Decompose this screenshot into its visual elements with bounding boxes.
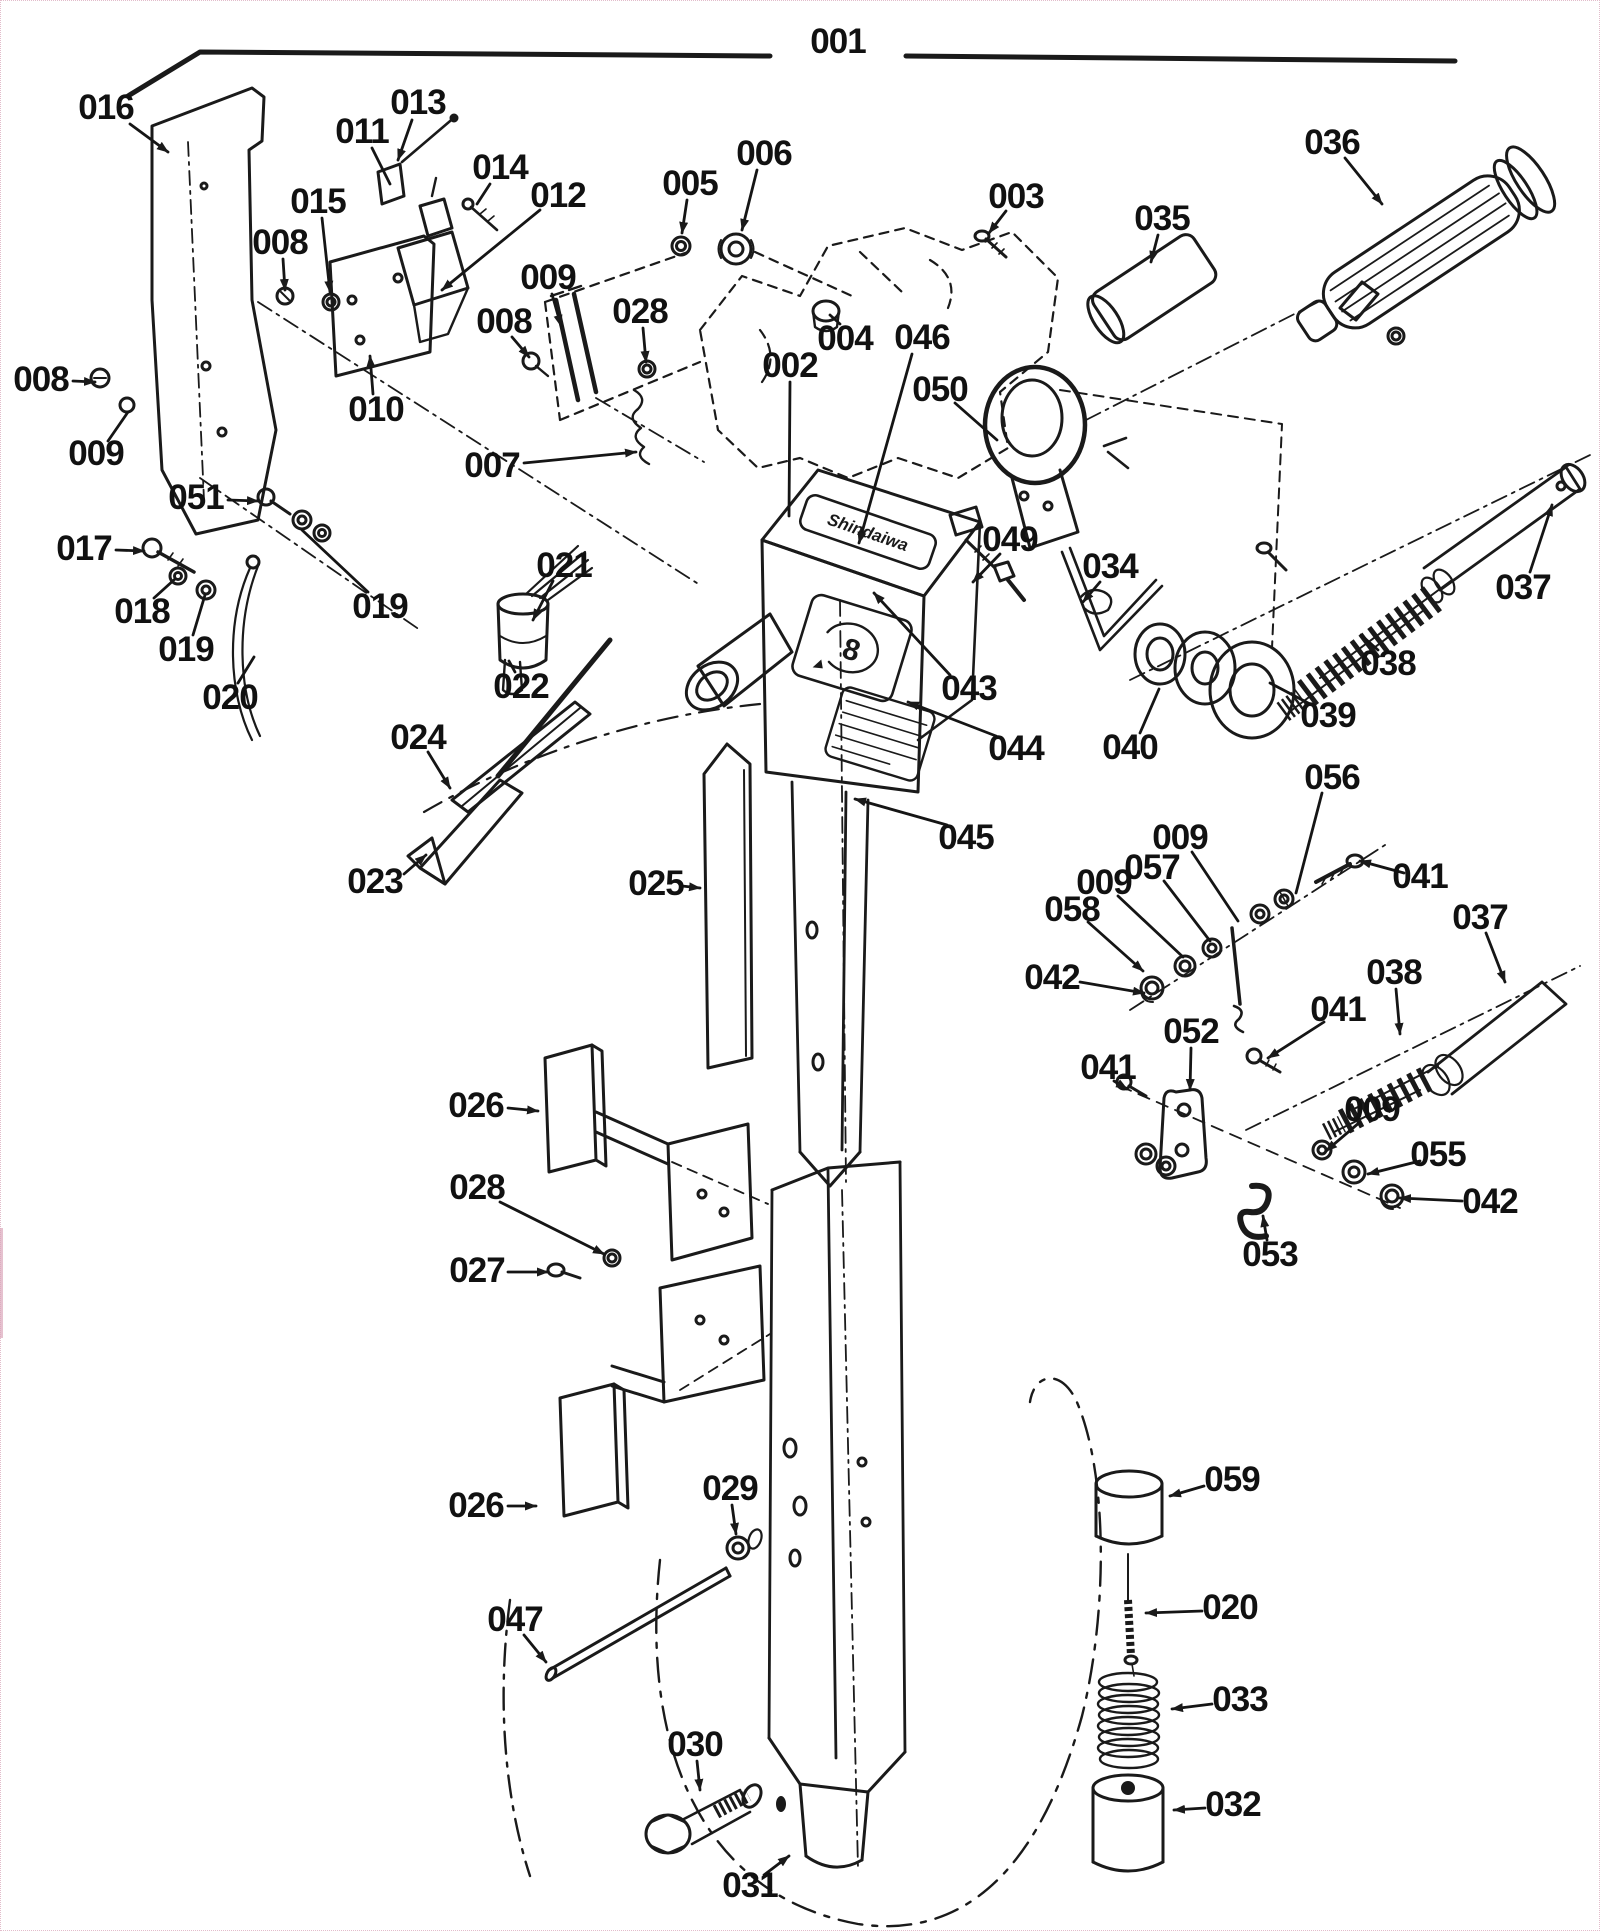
- leader-057: [1164, 881, 1210, 941]
- leader-006: [742, 170, 757, 230]
- part-callout-009-d: 009: [1076, 863, 1132, 902]
- part-callout-042-b: 042: [1462, 1182, 1518, 1221]
- part-callout-033: 033: [1212, 1680, 1268, 1719]
- leader-008-c: [73, 381, 95, 382]
- part-callout-004: 004: [817, 319, 873, 358]
- part-callout-032: 032: [1205, 1785, 1261, 1824]
- part-callout-049: 049: [982, 520, 1038, 559]
- upper-boom-tube: [792, 600, 868, 1186]
- part-callout-057: 057: [1124, 848, 1180, 887]
- leader-026-a: [508, 1108, 538, 1111]
- trigger-assembly: [277, 115, 655, 464]
- leader-040: [1140, 689, 1159, 733]
- leader-032: [1174, 1808, 1205, 1810]
- part-callout-014: 014: [472, 148, 528, 187]
- part-callout-041-a: 041: [1392, 857, 1448, 896]
- part-callout-059: 059: [1204, 1460, 1260, 1499]
- part-callout-027: 027: [449, 1251, 505, 1290]
- part-callout-026-a: 026: [448, 1086, 504, 1125]
- spring-033: [1098, 1673, 1159, 1768]
- part-callout-046: 046: [894, 318, 950, 357]
- part-callout-009-b: 009: [68, 434, 124, 473]
- part-callout-009-a: 009: [520, 258, 576, 297]
- part-callout-020-a: 020: [202, 678, 258, 717]
- leader-033: [1172, 1704, 1212, 1709]
- leader-052: [1190, 1048, 1191, 1090]
- pin-009: [574, 294, 596, 392]
- part-callout-040: 040: [1102, 728, 1158, 767]
- brand-decal-text: Shindaiwa: [824, 509, 911, 556]
- sleeve-035: [1080, 231, 1219, 349]
- leader-008-a: [283, 259, 285, 290]
- part-callout-008-b: 008: [476, 302, 532, 341]
- leader-019-a: [302, 530, 368, 592]
- part-callout-020-b: 020: [1202, 1588, 1258, 1627]
- part-callout-045: 045: [938, 818, 994, 857]
- part-callout-019-a: 019: [352, 587, 408, 626]
- leader-016: [130, 124, 168, 152]
- washer-icon: [120, 398, 134, 412]
- part-callout-055: 055: [1410, 1135, 1466, 1174]
- gearcase-housing: [677, 470, 980, 792]
- leader-056: [1296, 793, 1322, 893]
- part-callout-042-a: 042: [1024, 958, 1080, 997]
- part-callout-005: 005: [662, 164, 718, 203]
- part-callout-036: 036: [1304, 123, 1360, 162]
- cable-020: [1128, 1600, 1131, 1656]
- leader-005: [682, 200, 687, 233]
- leader-038-b: [1396, 989, 1400, 1034]
- part-callout-037-a: 037: [1495, 568, 1551, 607]
- cable-routing-loops: [504, 1378, 1101, 1926]
- scan-mark: [0, 1228, 3, 1338]
- leader-019-b: [193, 595, 205, 635]
- part-callout-028-b: 028: [449, 1168, 505, 1207]
- part-callout-044: 044: [988, 729, 1044, 768]
- leader-030: [697, 1761, 700, 1790]
- part-callout-007: 007: [464, 446, 520, 485]
- part-callout-038-b: 038: [1366, 953, 1422, 992]
- part-callout-021: 021: [536, 546, 592, 585]
- part-callout-023: 023: [347, 862, 403, 901]
- leader-046: [859, 354, 912, 543]
- leader-020-b: [1146, 1611, 1202, 1613]
- part-callout-041-b: 041: [1310, 990, 1366, 1029]
- part-callout-003: 003: [988, 177, 1044, 216]
- leader-035: [1151, 235, 1158, 262]
- leader-009-d: [1118, 896, 1183, 957]
- rod-and-bolt: [544, 1528, 765, 1853]
- part-callout-019-b: 019: [158, 630, 214, 669]
- part-callout-011: 011: [335, 112, 389, 151]
- part-callout-008-a: 008: [252, 223, 308, 262]
- part-callout-031: 031: [722, 1866, 778, 1905]
- part-callout-009-e: 009: [1344, 1090, 1400, 1129]
- cable-end-parts: [1093, 1471, 1163, 1871]
- part-callout-022: 022: [493, 667, 549, 706]
- part-callout-024: 024: [390, 718, 446, 757]
- part-callout-013: 013: [390, 83, 446, 122]
- leader-028-b: [500, 1202, 604, 1254]
- part-callout-012: 012: [530, 176, 586, 215]
- part-callout-056: 056: [1304, 758, 1360, 797]
- assembly-bracket-line: [128, 52, 1455, 96]
- part-callout-047: 047: [487, 1600, 543, 1639]
- part-callout-016: 016: [78, 88, 134, 127]
- part-callout-010: 010: [348, 390, 404, 429]
- leader-036: [1345, 158, 1382, 204]
- part-callout-002: 002: [762, 346, 818, 385]
- leader-011: [372, 148, 390, 184]
- leader-015: [322, 218, 330, 292]
- lower-boom-tube: [769, 1162, 905, 1868]
- part-callout-009-c: 009: [1152, 818, 1208, 857]
- part-callout-028-a: 028: [612, 292, 668, 331]
- leader-042-a: [1080, 982, 1144, 993]
- part-callout-052: 052: [1163, 1012, 1219, 1051]
- part-callout-018: 018: [114, 592, 170, 631]
- part-callout-034: 034: [1082, 547, 1138, 586]
- leader-059: [1170, 1486, 1204, 1496]
- part-callout-051: 051: [168, 478, 224, 517]
- part-callout-043: 043: [941, 669, 997, 708]
- bracket-026-upper: [545, 1045, 768, 1278]
- leader-025: [682, 886, 700, 888]
- part-callout-035: 035: [1134, 199, 1190, 238]
- part-callout-030: 030: [667, 1725, 723, 1764]
- mount-hardware: [672, 231, 1006, 331]
- part-callout-053: 053: [1242, 1235, 1298, 1274]
- part-callout-017: 017: [56, 529, 112, 568]
- leader-028-a: [643, 328, 646, 362]
- part-callout-008-c: 008: [13, 360, 69, 399]
- side-plate-025: [704, 744, 752, 1068]
- leader-017: [116, 550, 144, 551]
- part-callout-029: 029: [702, 1469, 758, 1508]
- part-callout-006: 006: [736, 134, 792, 173]
- construction-lines: [258, 302, 704, 585]
- part-callout-038-a: 038: [1360, 644, 1416, 683]
- leader-043: [874, 593, 950, 675]
- leader-042-b: [1400, 1198, 1462, 1201]
- leader-029: [732, 1505, 736, 1534]
- part-callout-037-b: 037: [1452, 898, 1508, 937]
- part-callout-039: 039: [1300, 696, 1356, 735]
- part-callout-015: 015: [290, 182, 346, 221]
- leader-037-b: [1486, 933, 1505, 982]
- part-callout-041-c: 041: [1080, 1048, 1136, 1087]
- part-callout-026-b: 026: [448, 1486, 504, 1525]
- part-callout-058: 058: [1044, 890, 1100, 929]
- recoil-decal-symbol: 8: [838, 632, 865, 669]
- leader-037-a: [1530, 505, 1552, 572]
- part-callout-001: 001: [810, 22, 866, 61]
- leader-051: [228, 500, 258, 501]
- lever-group: [408, 640, 760, 884]
- leader-007: [524, 452, 636, 463]
- part-callout-025: 025: [628, 864, 684, 903]
- leader-009-c: [1192, 852, 1238, 921]
- part-callout-050: 050: [912, 370, 968, 409]
- handle-clamp-group: [950, 302, 1318, 650]
- leader-002: [789, 382, 790, 516]
- leader-010: [370, 356, 373, 394]
